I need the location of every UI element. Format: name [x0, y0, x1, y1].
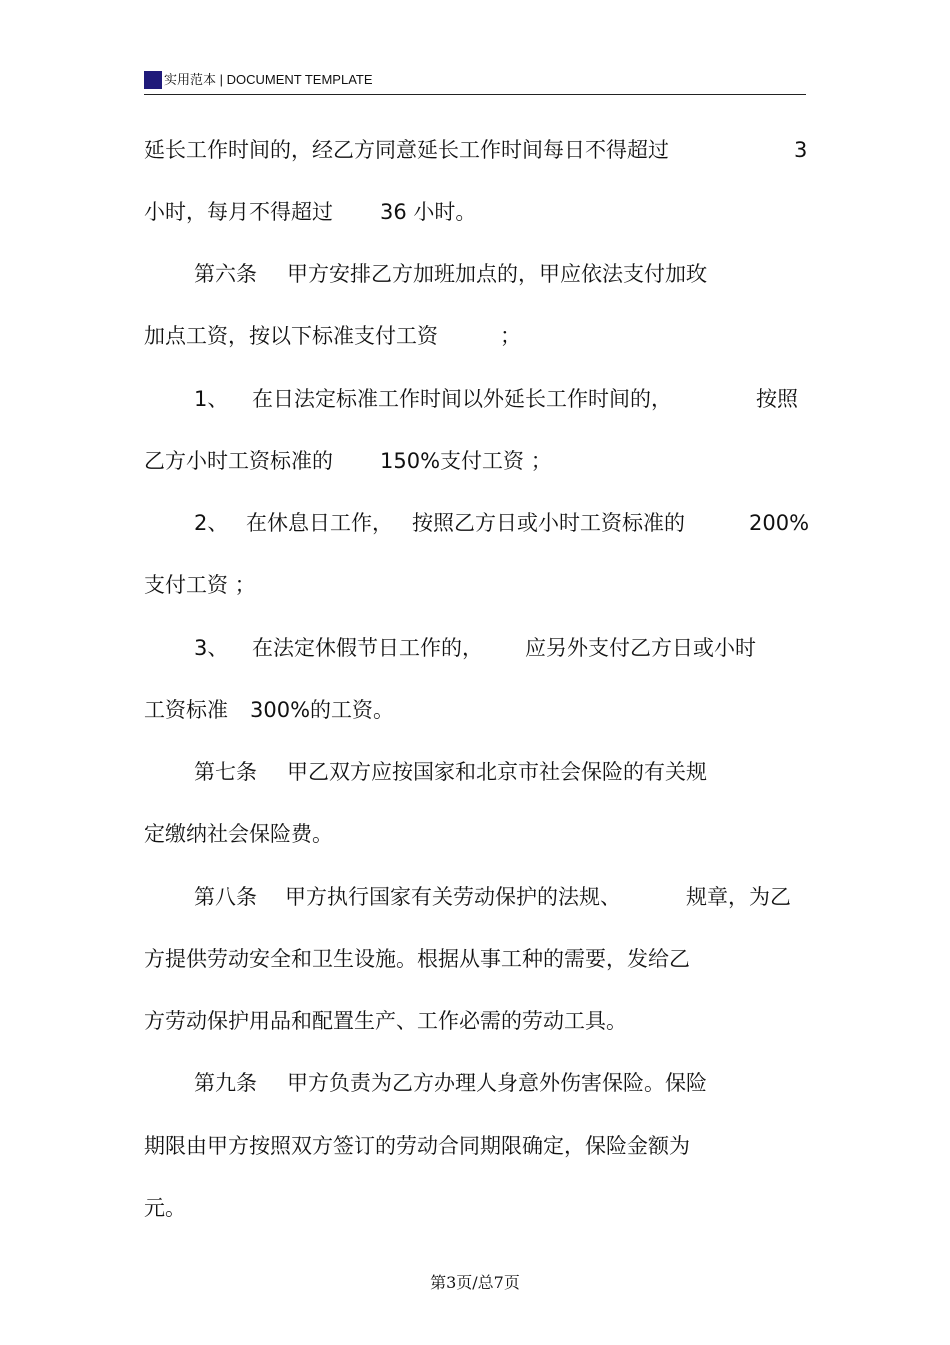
header-title: 实用范本 | DOCUMENT TEMPLATE — [164, 72, 373, 87]
article-number: 第七条 — [194, 760, 257, 784]
line-text: 支付工资 ； — [144, 573, 256, 597]
text-line — [144, 1131, 812, 1161]
text-line — [144, 695, 812, 725]
text-line — [144, 384, 812, 414]
line-text: 加点工资，按以下标准支付工资 — [144, 324, 438, 348]
line-text: 在法定休假节日工作的， — [252, 636, 483, 660]
line-text: 按照 — [756, 387, 798, 411]
text-line — [144, 321, 812, 351]
line-text: 工资标准 — [144, 698, 228, 722]
text-line — [144, 446, 812, 476]
text-line — [144, 819, 812, 849]
article-number: 第九条 — [194, 1071, 257, 1095]
line-text: 150%支付工资 ； — [380, 449, 552, 473]
header-logo-mark — [144, 71, 162, 89]
line-text: 甲方执行国家有关劳动保护的法规、 — [285, 885, 621, 909]
line-text: 定缴纳社会保险费。 — [144, 822, 333, 846]
line-text: 200% — [749, 511, 810, 535]
list-number: 2、 — [194, 511, 229, 535]
line-text: 36 小时。 — [380, 200, 477, 224]
line-text: 甲方负责为乙方办理人身意外伤害保险。保险 — [287, 1071, 707, 1095]
article-number: 第八条 — [194, 885, 257, 909]
line-text: ； — [500, 324, 521, 348]
text-line — [144, 570, 812, 600]
text-line — [144, 1193, 812, 1223]
text-line — [144, 882, 812, 912]
line-text: 延长工作时间的，经乙方同意延长工作时间每日不得超过 — [144, 138, 669, 162]
text-line — [144, 633, 812, 663]
line-text: 在日法定标准工作时间以外延长工作时间的， — [252, 387, 672, 411]
text-line — [144, 197, 812, 227]
line-text: 应另外支付乙方日或小时 — [525, 636, 756, 660]
line-text: 方劳动保护用品和配置生产、工作必需的劳动工具。 — [144, 1009, 627, 1033]
page-header — [144, 68, 806, 95]
line-text: 元。 — [144, 1196, 186, 1220]
text-line — [144, 944, 812, 974]
line-text: 甲乙双方应按国家和北京市社会保险的有关规 — [287, 760, 707, 784]
list-number: 1、 — [194, 387, 229, 411]
line-text: 小时，每月不得超过 — [144, 200, 333, 224]
text-line — [144, 757, 812, 787]
line-text: 300%的工资。 — [250, 698, 395, 722]
line-text: 方提供劳动安全和卫生设施。根据从事工种的需要，发给乙 — [144, 947, 690, 971]
article-number: 第六条 — [194, 262, 257, 286]
text-line — [144, 1068, 812, 1098]
page-number: 第3页/总7页 — [430, 1273, 520, 1292]
text-line — [144, 508, 812, 538]
text-line — [144, 1006, 812, 1036]
line-text: 甲方安排乙方加班加点的，甲应依法支付加玫 — [287, 262, 707, 286]
text-line — [144, 135, 812, 165]
text-line — [144, 259, 812, 289]
line-text: 3 — [794, 138, 808, 162]
list-number: 3、 — [194, 636, 229, 660]
line-text: 期限由甲方按照双方签订的劳动合同期限确定，保险金额为 — [144, 1134, 690, 1158]
line-text: 规章，为乙 — [686, 885, 791, 909]
line-text: 乙方小时工资标准的 — [144, 449, 333, 473]
line-text: 在休息日工作， — [246, 511, 393, 535]
line-text: 按照乙方日或小时工资标准的 — [412, 511, 685, 535]
